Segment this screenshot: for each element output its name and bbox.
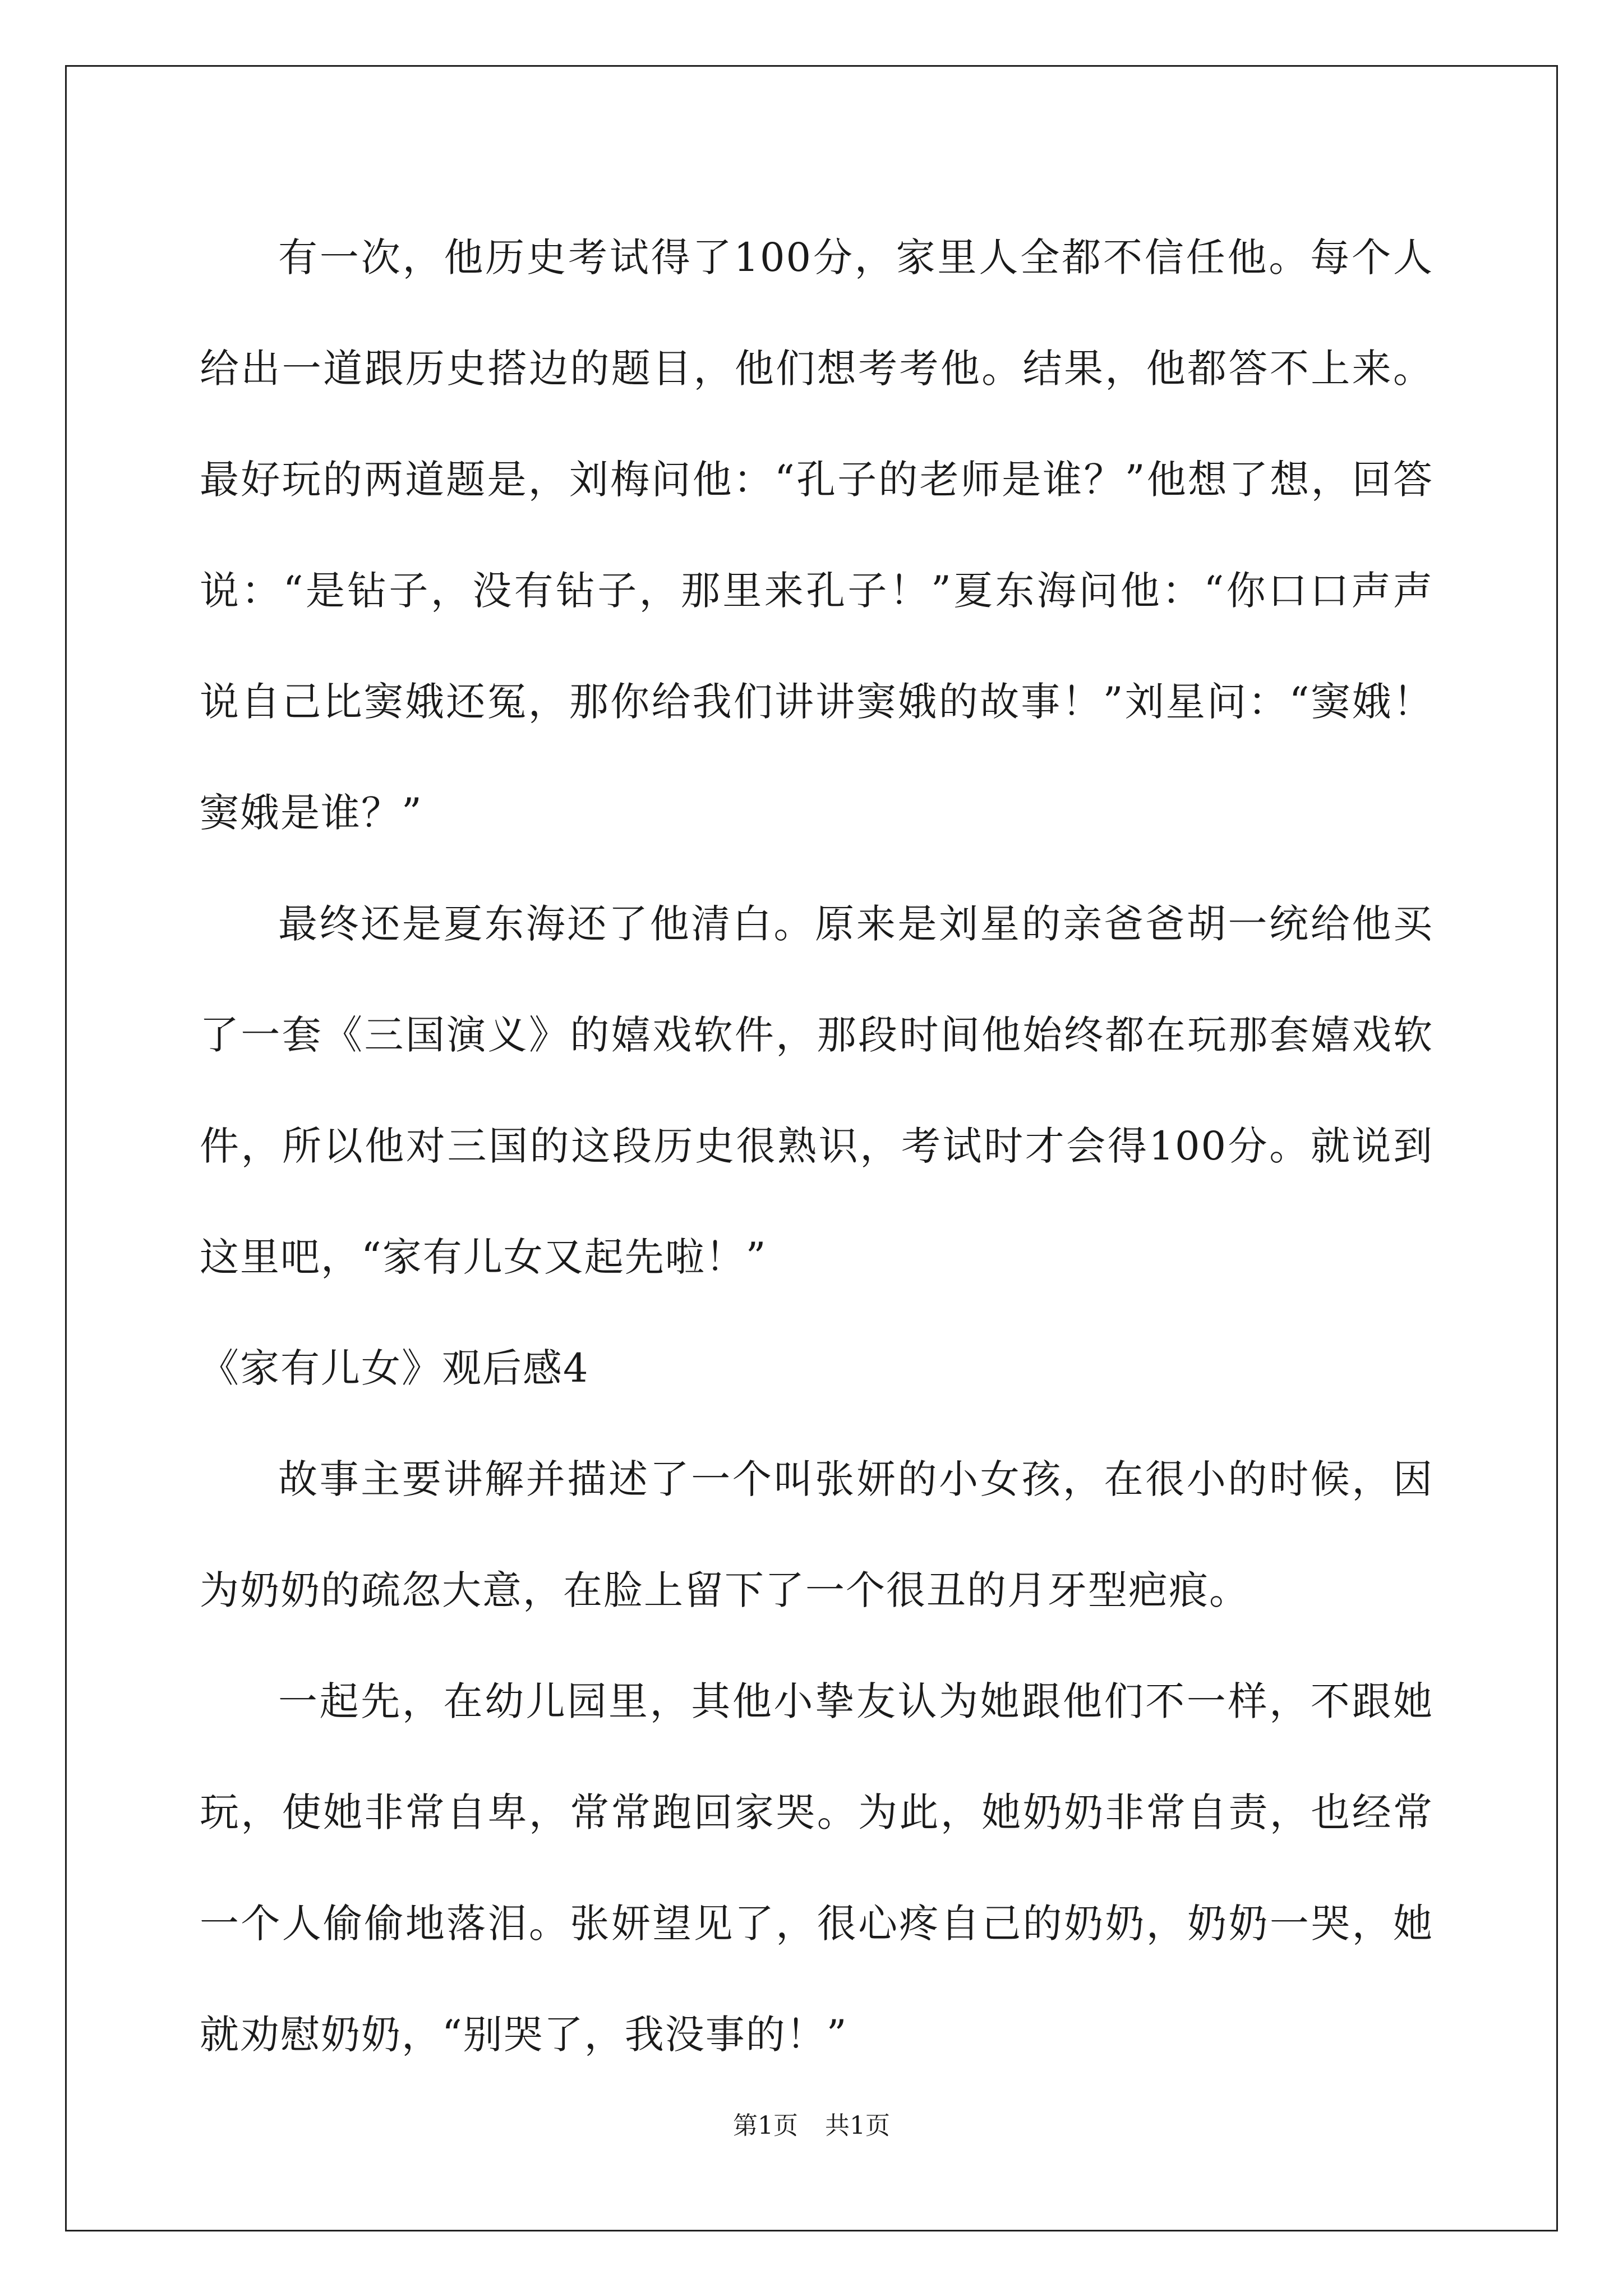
page-number: 第1页 bbox=[733, 2111, 798, 2140]
page-footer bbox=[0, 2109, 1623, 2143]
paragraph-3: 故事主要讲解并描述了一个叫张妍的小女孩，在很小的时候，因为奶奶的疏忽大意，在脸上留下了一个很丑的月牙型疤痕。 bbox=[200, 1456, 1433, 1613]
paragraph-1: 有一次，他历史考试得了100分，家里人全都不信任他。每个人给出一道跟历史搭边的题目，他们想考考他。结果，他都答不上来。最好玩的两道题是，刘梅问他：“孔子的老师是谁？”他想了想，回答说：“是钻子，没有钻子，那里来孔子！”夏东海问他：“你口口声声说自己比窦娥还冤，那你给我们讲讲窦娥的故事！”刘星问：“窦娥！窦娥是谁？” bbox=[200, 234, 1433, 836]
paragraph-2: 最终还是夏东海还了他清白。原来是刘星的亲爸爸胡一统给他买了一套《三国演义》的嬉戏软件，那段时间他始终都在玩那套嬉戏软件，所以他对三国的这段历史很熟识，考试时才会得100分。就说到这里吧，“家有儿女又起先啦！” bbox=[200, 901, 1433, 1280]
paragraph-4: 一起先，在幼儿园里，其他小挚友认为她跟他们不一样，不跟她玩，使她非常自卑，常常跑回家哭。为此，她奶奶非常自责，也经常一个人偷偷地落泪。张妍望见了，很心疼自己的奶奶，奶奶一哭，她就劝慰奶奶，“别哭了，我没事的！” bbox=[200, 1678, 1433, 2058]
document-body bbox=[200, 202, 1433, 2090]
section-heading: 《家有儿女》观后感4 bbox=[200, 1345, 589, 1391]
page-total: 共1页 bbox=[825, 2111, 890, 2140]
